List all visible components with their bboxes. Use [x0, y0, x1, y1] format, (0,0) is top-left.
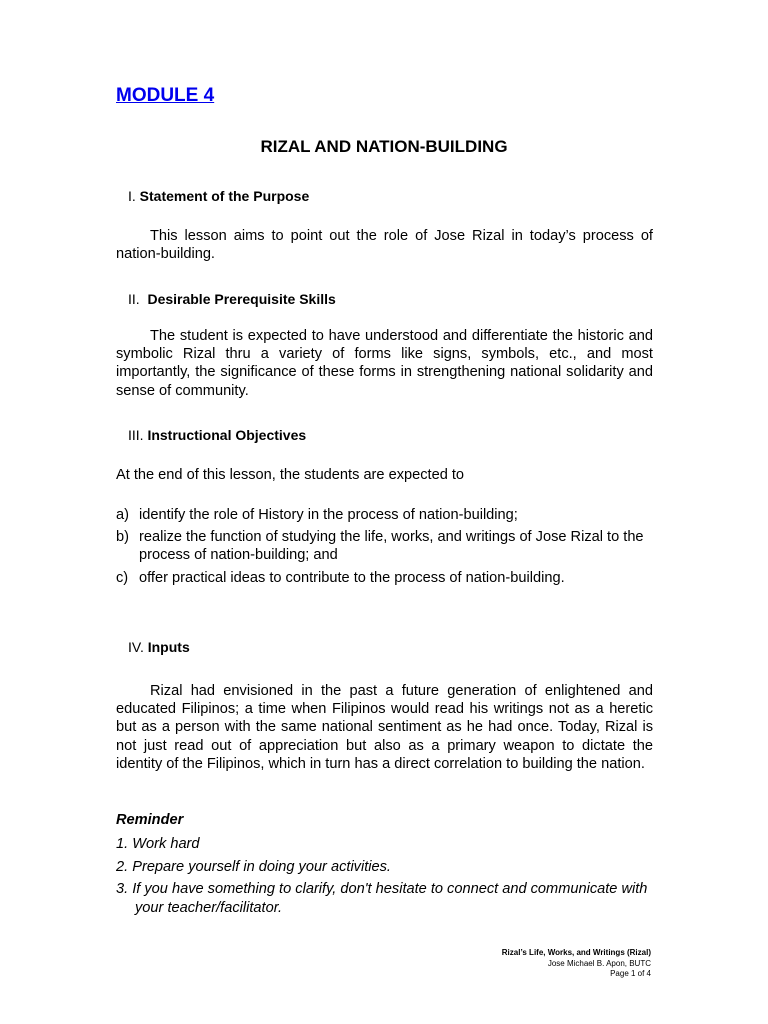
- section-numeral: IV.: [128, 639, 144, 655]
- module-title-link[interactable]: MODULE 4: [116, 85, 215, 106]
- footer-page-number: Page 1 of 4: [610, 969, 651, 978]
- list-item: [116, 569, 656, 587]
- reminder-item: 3. If you have something to clarify, don't hesitate to connect and communicate with your teacher/facilitator.: [116, 881, 648, 916]
- section-heading-skills: [128, 291, 336, 307]
- list-text: offer practical ideas to contribute to the process of nation-building.: [139, 569, 565, 586]
- list-text: realize the function of studying the life, works, and writings of Jose Rizal to the process of nation-building; and: [139, 529, 644, 564]
- page-footer: [502, 948, 651, 980]
- list-item: [116, 528, 656, 564]
- list-marker: a): [116, 507, 129, 523]
- paragraph-text: This lesson aims to point out the role of Jose Rizal in today’s process of nation-building.: [116, 228, 653, 263]
- reminder-item: 2. Prepare yourself in doing your activities.: [116, 858, 391, 875]
- reminder-item: 1. Work hard: [116, 836, 200, 852]
- section-title: Desirable Prerequisite Skills: [147, 291, 336, 307]
- section-heading-purpose: [128, 188, 309, 204]
- section-heading-objectives: [128, 427, 306, 443]
- objectives-intro: At the end of this lesson, the students are expected to: [116, 467, 465, 483]
- section-title: Statement of the Purpose: [139, 188, 310, 204]
- footer-author: Jose Michael B. Apon, BUTC: [547, 958, 651, 968]
- paragraph-text: Rizal had envisioned in the past a future generation of enlightened and educated Filipinos; a time when Filipinos would read his writings not as a heretic but as a person with the same national sentiment as he had once. Today, Rizal is not just read out of appreciation but also as a primary weapon to dictate the identity of the Filipinos, which in turn has a direct correlation to building the nation.: [116, 683, 653, 772]
- list-marker: c): [116, 569, 129, 586]
- section-heading-inputs: [128, 639, 190, 655]
- list-item: [116, 506, 656, 524]
- skills-paragraph: [116, 327, 653, 400]
- list-text: identify the role of History in the process of nation-building;: [139, 507, 518, 523]
- section-numeral: III.: [128, 427, 144, 443]
- reminder-title: Reminder: [116, 812, 184, 828]
- purpose-paragraph: [116, 227, 653, 263]
- section-title: Inputs: [147, 639, 190, 655]
- reminder-list: [116, 835, 656, 921]
- paragraph-text: The student is expected to have understood and differentiate the historic and symbolic Rizal thru a variety of forms like signs, symbols, etc., and most importantly, the significance of these forms in strengthening national solidarity and sense of community.: [116, 328, 653, 399]
- section-numeral: I.: [128, 188, 136, 204]
- document-title: RIZAL AND NATION-BUILDING: [260, 137, 508, 156]
- footer-course-title: Rizal’s Life, Works, and Writings (Rizal): [501, 948, 651, 957]
- inputs-paragraph: [116, 682, 653, 773]
- section-numeral: II.: [128, 291, 140, 307]
- objectives-list: [116, 506, 656, 591]
- section-title: Instructional Objectives: [147, 427, 307, 443]
- list-marker: b): [116, 529, 129, 546]
